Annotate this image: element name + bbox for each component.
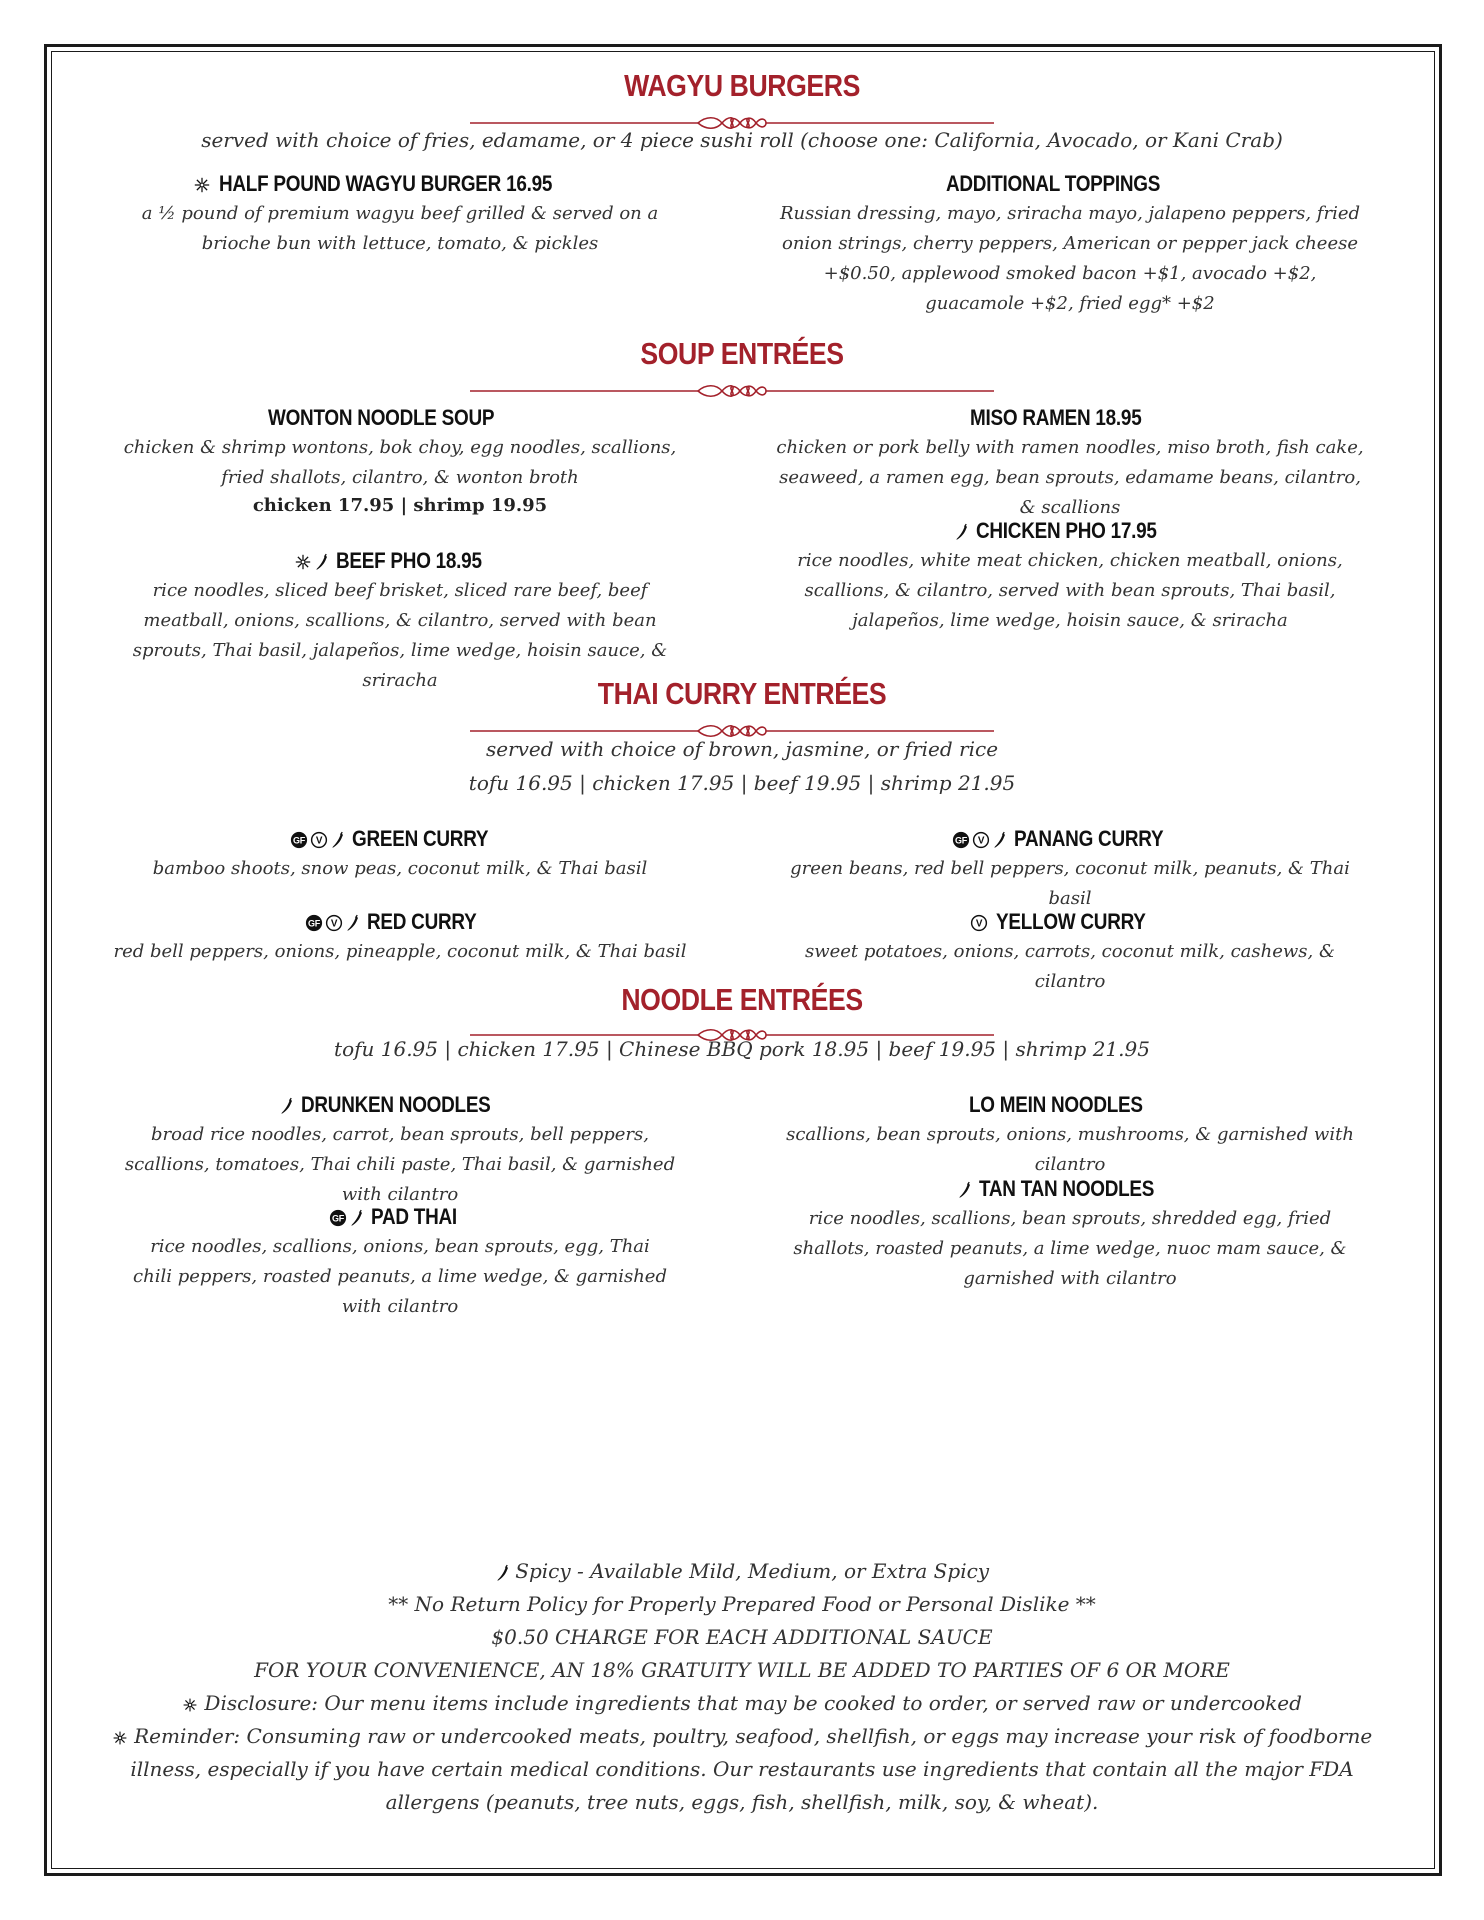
curry-section bbox=[0, 676, 1484, 712]
gluten-free-icon bbox=[305, 914, 323, 932]
wagyu-section bbox=[0, 68, 1484, 104]
menu-item-pad-thai bbox=[100, 1204, 700, 1322]
curry-subtitle: served with choice of brown, jasmine, or fried rice bbox=[485, 737, 999, 761]
item-prices: chicken 17.95 | shrimp 19.95 bbox=[252, 495, 548, 516]
curry-prices: tofu 16.95 | chicken 17.95 | beef 19.95 | shrimp 21.95 bbox=[468, 771, 1016, 795]
chili-pepper-icon bbox=[957, 1181, 971, 1199]
item-title: WONTON NOODLE SOUP bbox=[268, 405, 495, 430]
item-description: red bell peppers, onions, pineapple, coconut milk, & Thai basil bbox=[113, 941, 687, 962]
sauce-charge-note: $0.50 CHARGE FOR EACH ADDITIONAL SAUCE bbox=[491, 1625, 993, 1649]
menu-item-chicken-pho bbox=[770, 518, 1370, 636]
vegetarian-icon bbox=[325, 914, 343, 932]
vegetarian-icon bbox=[970, 914, 988, 932]
item-description: rice noodles, scallions, onions, bean sprouts, egg, Thai chili peppers, roasted peanuts, a lime wedge, & garnished with cilantro bbox=[133, 1236, 667, 1317]
chili-pepper-icon bbox=[495, 1564, 509, 1582]
item-title: ADDITIONAL TOPPINGS bbox=[945, 171, 1160, 196]
gluten-free-icon bbox=[290, 831, 308, 849]
item-title: BEEF PHO 18.95 bbox=[336, 548, 482, 573]
asterisk-icon bbox=[112, 1730, 128, 1746]
item-title: PANANG CURRY bbox=[1014, 826, 1164, 851]
item-title: PAD THAI bbox=[370, 1204, 457, 1229]
menu-item-wagyu-burger bbox=[100, 171, 700, 259]
item-title: HALF POUND WAGYU BURGER 16.95 bbox=[219, 171, 553, 196]
soup-section bbox=[0, 336, 1484, 372]
item-description: green beans, red bell peppers, coconut milk, peanuts, & Thai basil bbox=[790, 858, 1350, 909]
chili-pepper-icon bbox=[954, 523, 968, 541]
chili-pepper-icon bbox=[279, 1097, 293, 1115]
asterisk-icon bbox=[294, 553, 312, 571]
item-description: a ½ pound of premium wagyu beef grilled & served on a brioche bun with lettuce, tomato, & pickles bbox=[141, 203, 659, 254]
menu-item-green-curry bbox=[100, 826, 700, 884]
item-description: chicken & shrimp wontons, bok choy, egg noodles, scallions, fried shallots, cilantro, & wonton broth bbox=[123, 437, 677, 488]
soup-section-title: SOUP ENTRÉES bbox=[640, 336, 844, 371]
disclosure-note: Disclosure: Our menu items include ingredients that may be cooked to order, or served raw or undercooked bbox=[90, 1687, 1394, 1720]
item-title: GREEN CURRY bbox=[351, 826, 488, 851]
spicy-note: Spicy - Available Mild, Medium, or Extra Spicy bbox=[90, 1555, 1394, 1588]
chili-pepper-icon bbox=[349, 1209, 363, 1227]
item-title: TAN TAN NOODLES bbox=[979, 1176, 1155, 1201]
item-description: chicken or pork belly with ramen noodles, miso broth, fish cake, seaweed, a ramen egg, bean sprouts, edamame beans, cilantro, & scallions bbox=[776, 437, 1364, 518]
chili-pepper-icon bbox=[330, 831, 344, 849]
curry-section-title: THAI CURRY ENTRÉES bbox=[597, 676, 887, 711]
noodle-section-title: NOODLE ENTRÉES bbox=[621, 982, 863, 1017]
item-description: bamboo shoots, snow peas, coconut milk, & Thai basil bbox=[152, 858, 648, 879]
item-description: broad rice noodles, carrot, bean sprouts, bell peppers, scallions, tomatoes, Thai chili paste, Thai basil, & garnished with cilantro bbox=[124, 1124, 676, 1205]
chili-pepper-icon bbox=[345, 914, 359, 932]
item-title: MISO RAMEN 18.95 bbox=[970, 405, 1142, 430]
chili-pepper-icon bbox=[314, 553, 328, 571]
gluten-free-icon bbox=[329, 1209, 347, 1227]
menu-item-tan-tan-noodles bbox=[770, 1176, 1370, 1294]
item-description: sweet potatoes, onions, carrots, coconut milk, cashews, & cilantro bbox=[804, 941, 1335, 992]
item-title: DRUNKEN NOODLES bbox=[300, 1092, 491, 1117]
menu-item-panang-curry bbox=[770, 826, 1370, 914]
menu-item-drunken-noodles bbox=[100, 1092, 700, 1210]
menu-item-red-curry bbox=[100, 909, 700, 967]
menu-item-beef-pho bbox=[100, 548, 700, 696]
soup-divider bbox=[470, 382, 994, 400]
item-title: RED CURRY bbox=[367, 909, 477, 934]
noodle-prices: tofu 16.95 | chicken 17.95 | Chinese BBQ pork 18.95 | beef 19.95 | shrimp 21.95 bbox=[334, 1037, 1150, 1061]
menu-item-additional-toppings bbox=[770, 171, 1370, 319]
vegetarian-icon bbox=[310, 831, 328, 849]
asterisk-icon bbox=[182, 1697, 198, 1713]
asterisk-icon bbox=[193, 176, 211, 194]
item-description: Russian dressing, mayo, sriracha mayo, jalapeno peppers, fried onion strings, cherry peppers, American or pepper jack cheese +$0.50, applewood smoked bacon +$1, avocado +$2, guacamole +$2, fried egg* +$2 bbox=[779, 203, 1361, 314]
menu-item-lo-mein bbox=[770, 1092, 1370, 1180]
item-description: scallions, bean sprouts, onions, mushrooms, & garnished with cilantro bbox=[786, 1124, 1354, 1175]
item-description: rice noodles, white meat chicken, chicken meatball, onions, scallions, & cilantro, served with bean sprouts, Thai basil, jalapeños, lime wedge, hoisin sauce, & sriracha bbox=[797, 550, 1343, 631]
wagyu-subtitle: served with choice of fries, edamame, or 4 piece sushi roll (choose one: California, Avocado, or Kani Crab) bbox=[201, 128, 1283, 152]
menu-footer bbox=[90, 1555, 1394, 1819]
menu-item-miso-ramen bbox=[770, 405, 1370, 523]
item-title: YELLOW CURRY bbox=[995, 909, 1146, 934]
item-description: rice noodles, sliced beef brisket, sliced rare beef, beef meatball, onions, scallions, & cilantro, served with bean sprouts, Thai basil, jalapeños, lime wedge, hoisin sauce, & sriracha bbox=[132, 580, 668, 691]
reminder-note: Reminder: Consuming raw or undercooked meats, poultry, seafood, shellfish, or eggs may increase your risk of foodborne illness, especially if you have certain medical conditions. Our restaurants use ingredients that contain all the major FDA allergens (peanuts, tree nuts, eggs, fish, shellfish, milk, soy, & wheat). bbox=[90, 1720, 1394, 1819]
item-title: LO MEIN NOODLES bbox=[968, 1092, 1143, 1117]
item-title: CHICKEN PHO 17.95 bbox=[975, 518, 1157, 543]
menu-item-wonton-soup bbox=[100, 405, 700, 516]
gratuity-note: FOR YOUR CONVENIENCE, AN 18% GRATUITY WILL BE ADDED TO PARTIES OF 6 OR MORE bbox=[254, 1658, 1230, 1682]
chili-pepper-icon bbox=[992, 831, 1006, 849]
wagyu-section-title: WAGYU BURGERS bbox=[624, 68, 860, 103]
vegetarian-icon bbox=[972, 831, 990, 849]
return-policy-note: ** No Return Policy for Properly Prepared Food or Personal Dislike ** bbox=[388, 1592, 1096, 1616]
noodle-section bbox=[0, 982, 1484, 1018]
gluten-free-icon bbox=[952, 831, 970, 849]
item-description: rice noodles, scallions, bean sprouts, shredded egg, fried shallots, roasted peanuts, a lime wedge, nuoc mam sauce, & garnished with cilantro bbox=[793, 1208, 1347, 1289]
